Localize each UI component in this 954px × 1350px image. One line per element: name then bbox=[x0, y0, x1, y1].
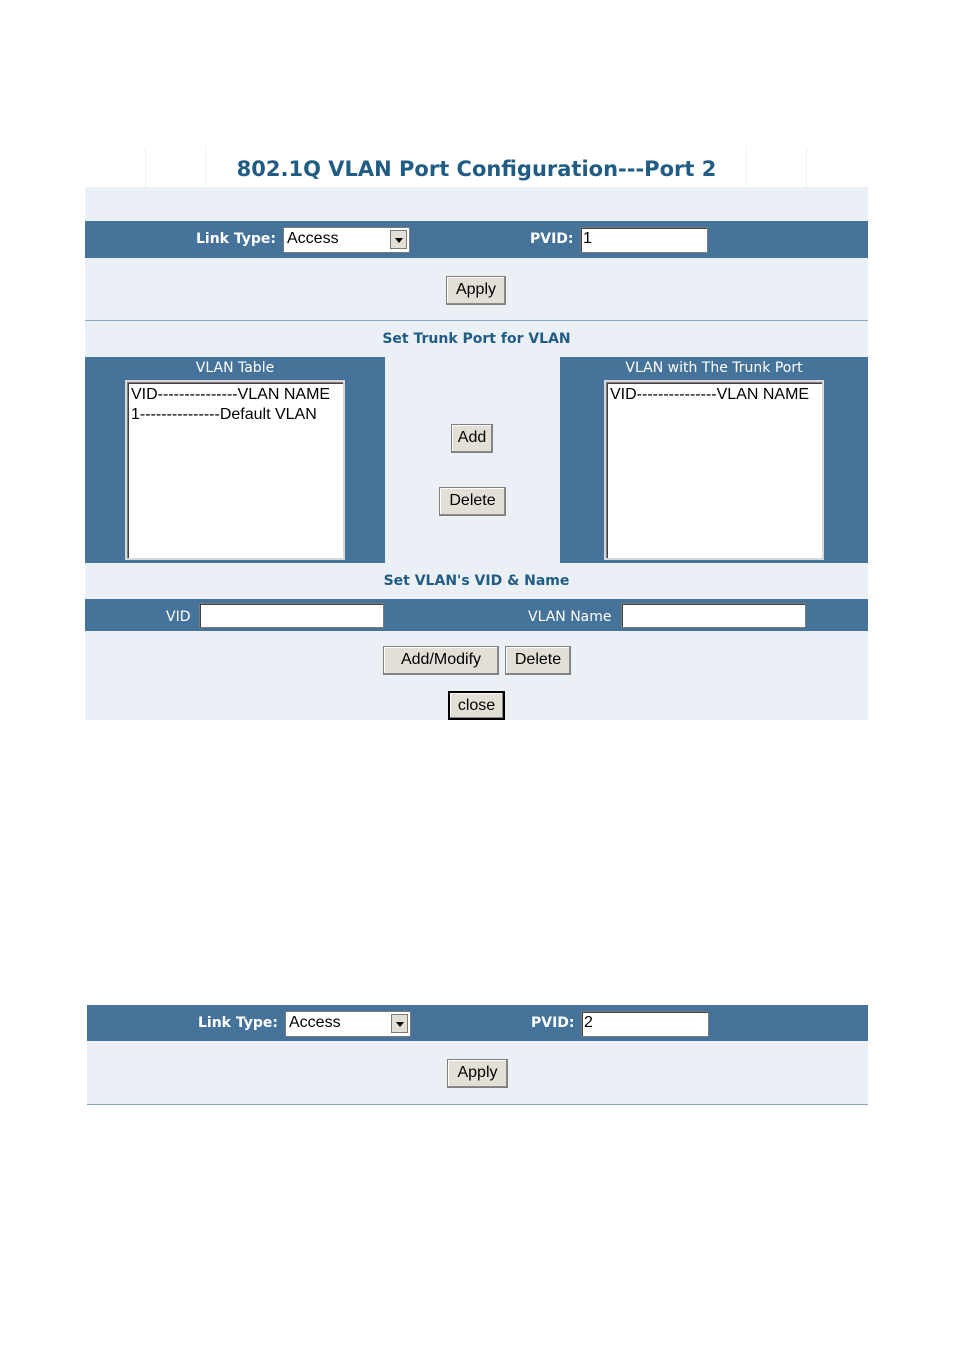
trunk-section-title: Set Trunk Port for VLAN bbox=[382, 331, 571, 347]
pvid-input[interactable]: 1 bbox=[580, 227, 708, 253]
apply-button-2[interactable]: Apply bbox=[447, 1059, 508, 1088]
add-modify-button[interactable]: Add/Modify bbox=[383, 646, 499, 675]
vlan-name-input[interactable] bbox=[621, 603, 806, 628]
trunk-table-header: VLAN with The Trunk Port bbox=[625, 360, 803, 376]
trunk-table-list[interactable] bbox=[604, 380, 824, 560]
delete-vlan-button[interactable]: Delete bbox=[505, 646, 571, 675]
vlan-name-label: VLAN Name bbox=[528, 609, 612, 625]
chevron-down-icon[interactable] bbox=[390, 230, 407, 249]
pvid-label-2: PVID: bbox=[531, 1015, 575, 1031]
list-item[interactable]: VID---------------VLAN NAME bbox=[131, 386, 331, 403]
close-button[interactable]: close bbox=[448, 691, 505, 720]
vid-input[interactable] bbox=[199, 603, 384, 628]
vlan-table-header: VLAN Table bbox=[195, 360, 275, 376]
link-type-value-2: Access bbox=[289, 1014, 341, 1031]
link-type-select-2[interactable] bbox=[285, 1011, 411, 1037]
link-type-label: Link Type: bbox=[196, 231, 277, 247]
delete-trunk-button[interactable]: Delete bbox=[439, 487, 506, 516]
add-button[interactable]: Add bbox=[451, 424, 493, 453]
page-title: 802.1Q VLAN Port Configuration---Port 2 bbox=[236, 157, 717, 181]
pvid-input-2[interactable]: 2 bbox=[581, 1011, 709, 1037]
apply-button[interactable]: Apply bbox=[446, 276, 506, 305]
link-type-label-2: Link Type: bbox=[198, 1015, 279, 1031]
link-type-value: Access bbox=[287, 230, 339, 247]
list-item[interactable]: 1---------------Default VLAN bbox=[131, 406, 317, 423]
pvid-label: PVID: bbox=[530, 231, 574, 247]
divider bbox=[85, 320, 868, 321]
divider-2 bbox=[87, 1104, 868, 1105]
link-type-select[interactable] bbox=[283, 227, 410, 253]
vlan-table-list[interactable] bbox=[125, 380, 345, 560]
list-item[interactable]: VID---------------VLAN NAME bbox=[610, 386, 810, 403]
vid-label: VID bbox=[166, 609, 191, 625]
chevron-down-icon[interactable] bbox=[391, 1014, 408, 1033]
vid-name-section-title: Set VLAN's VID & Name bbox=[383, 573, 570, 589]
